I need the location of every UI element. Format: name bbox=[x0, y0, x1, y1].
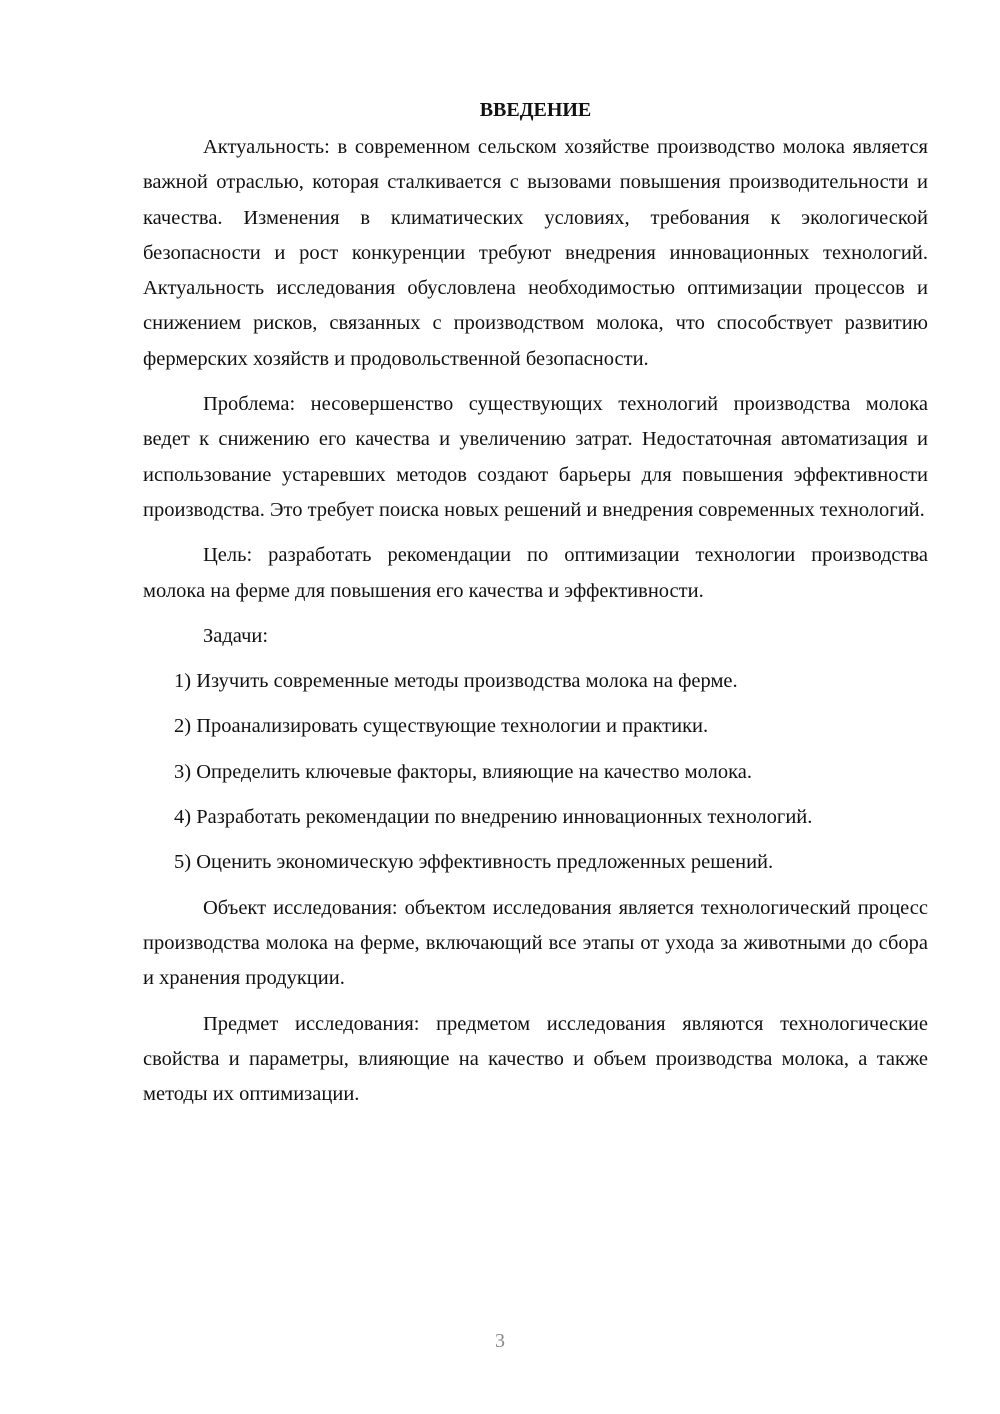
list-item: 5) Оценить экономическую эффективность предложенных решений. bbox=[174, 851, 774, 874]
page-title: ВВЕДЕНИЕ bbox=[479, 99, 592, 121]
document-page bbox=[143, 92, 928, 1122]
list-item: 4) Разработать рекомендации по внедрению инновационных технологий. bbox=[174, 806, 813, 829]
list-item: 3) Определить ключевые факторы, влияющие на качество молока. bbox=[174, 760, 752, 783]
list-item: 2) Проанализировать существующие технологии и практики. bbox=[174, 715, 709, 738]
paragraph-relevance: Актуальность: в современном сельском хозяйстве производство молока является важной отраслью, которая сталкивается с вызовами повышения производительности и качества. Изменения в климатических условиях, требования к экологической безопасности и рост конкуренции требуют внедрения инновационных технологий. Актуальность исследования обусловлена необходимостью оптимизации процессов и снижением рисков, связанных с производством молока, что способствует развитию фермерских хозяйств и продовольственной безопасности. bbox=[143, 136, 928, 370]
paragraph-subject: Предмет исследования: предметом исследования являются технологические свойства и параметры, влияющие на качество и объем производства молока, а также методы их оптимизации. bbox=[143, 1012, 928, 1106]
list-item: 1) Изучить современные методы производства молока на ферме. bbox=[174, 670, 738, 693]
page-number: 3 bbox=[495, 1330, 505, 1352]
paragraph-problem: Проблема: несовершенство существующих технологий производства молока ведет к снижению его качества и увеличению затрат. Недостаточная автоматизация и использование устаревших методов создают барьеры для повышения эффективности производства. Это требует поиска новых решений и внедрения современных технологий. bbox=[143, 393, 928, 521]
paragraph-object: Объект исследования: объектом исследования является технологический процесс производства молока на ферме, включающий все этапы от ухода за животными до сбора и хранения продукции. bbox=[143, 896, 928, 990]
tasks-label: Задачи: bbox=[203, 624, 269, 647]
paragraph-goal: Цель: разработать рекомендации по оптимизации технологии производства молока на ферме для повышения его качества и эффективности. bbox=[143, 544, 928, 602]
tasks-list bbox=[143, 664, 928, 880]
